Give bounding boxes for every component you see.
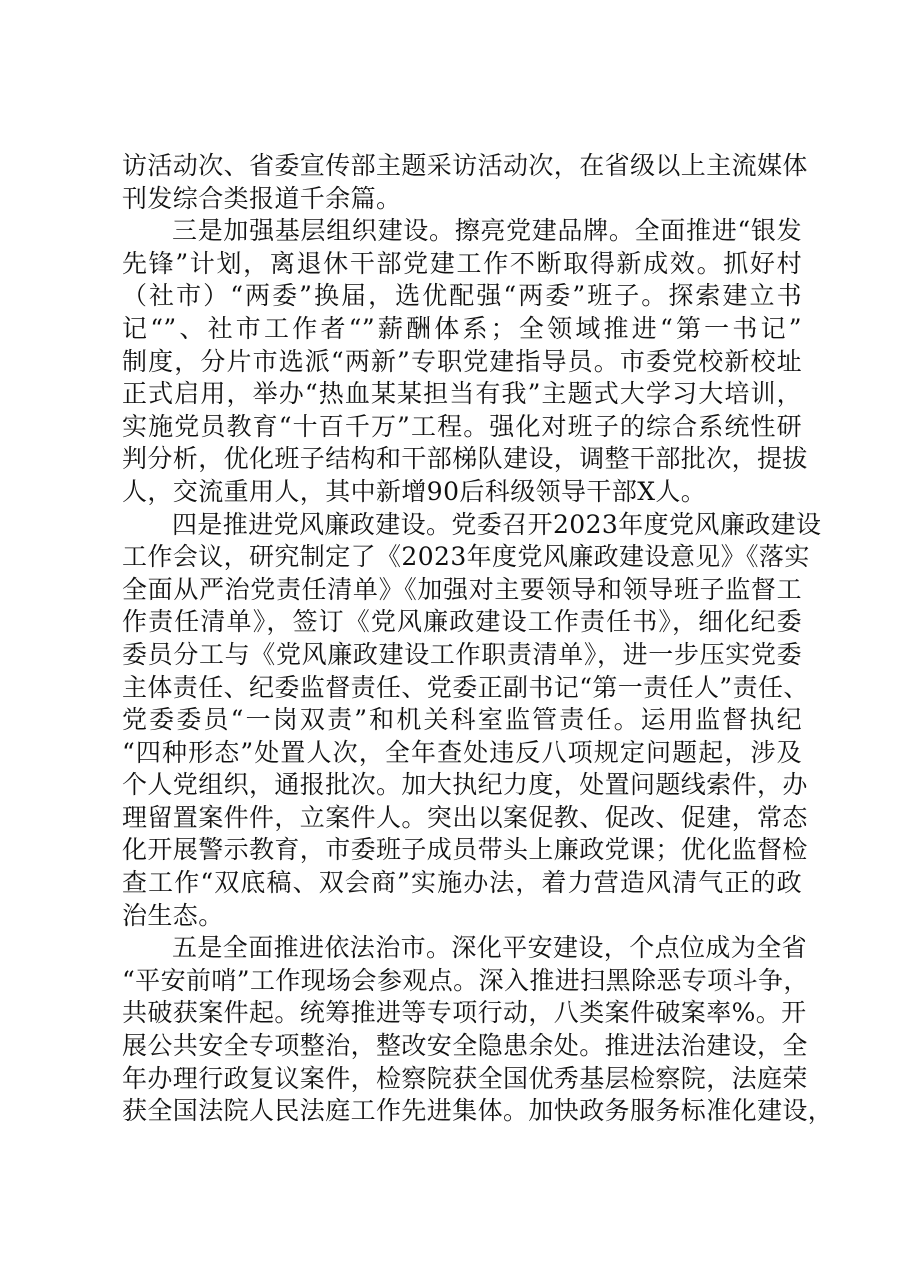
text-line: 实施党员教育“十百千万”工程。强化对班子的综合系统性研 (122, 411, 802, 441)
text-line: 访活动次、省委宣传部主题采访活动次，在省级以上主流媒体 (122, 151, 808, 180)
document-body (122, 150, 834, 1128)
text-line: 党委委员“一岗双责”和机关科室监管责任。运用监督执纪 (122, 705, 802, 735)
text-line: 理留置案件件，立案件人。突出以案促教、促改、促建，常态 (122, 802, 808, 832)
text-line: 作责任清单》，签订《党风廉政建设工作责任书》，细化纪委 (122, 607, 802, 637)
text-line: 主体责任、纪委监督责任、党委正副书记“第一责任人”责任、 (122, 672, 809, 702)
text-line: 个人党组织，通报批次。加大执纪力度，处置问题线索件，办 (122, 770, 808, 800)
text-line: 正式启用，举办“热血某某担当有我”主题式大学习大培训， (122, 379, 802, 409)
text-line: “四种形态”处置人次，全年查处违反八项规定问题起，涉及 (122, 737, 802, 767)
text-line: 人，交流重用人，其中新增90后科级领导干部X人。 (122, 476, 707, 506)
paragraph-first-line: 五是全面推进依法治市。深化平安建设，个点位成为全省 (172, 933, 808, 963)
text-line: 化开展警示教育，市委班子成员带头上廉政党课；优化监督检 (122, 835, 808, 865)
text-line: “平安前哨”工作现场会参观点。深入推进扫黑除恶专项斗争， (122, 965, 809, 995)
paragraph-first-line: 四是推进党风廉政建设。党委召开2023年度党风廉政建设 (172, 509, 822, 539)
text-line: 展公共安全专项整治，整改安全隐患余处。推进法治建设，全 (122, 1031, 808, 1061)
text-line: 判分析，优化班子结构和干部梯队建设，调整干部批次，提拔 (122, 444, 808, 474)
text-line: 制度，分片市选派“两新”专职党建指导员。市委党校新校址 (122, 346, 802, 376)
text-line: 治生态。 (122, 900, 224, 930)
text-line: 工作会议，研究制定了《2023年度党风廉政建设意见》《落实 (122, 542, 810, 572)
text-line: 共破获案件起。统筹推进等专项行动，八类案件破案率%。开 (122, 998, 807, 1028)
text-line: 刊发综合类报道千余篇。 (122, 183, 402, 213)
text-line: 获全国法院人民法庭工作先进集体。加快政务服务标准化建设， (122, 1096, 834, 1126)
text-line: （社市）“两委”换届，选优配强“两委”班子。探索建立书 (122, 281, 802, 311)
text-line: 先锋”计划，离退休干部党建工作不断取得新成效。抓好村 (122, 248, 802, 278)
text-line: 委员分工与《党风廉政建设工作职责清单》，进一步压实党委 (122, 639, 802, 669)
text-line: 全面从严治党责任清单》《加强对主要领导和领导班子监督工 (122, 574, 802, 604)
text-line: 查工作“双底稿、双会商”实施办法，着力营造风清气正的政 (122, 868, 802, 898)
text-line: 记“”、社市工作者“”薪酬体系；全领域推进“第一书记” (122, 313, 802, 343)
text-line: 年办理行政复议案件，检察院获全国优秀基层检察院，法庭荣 (122, 1063, 808, 1093)
paragraph-first-line: 三是加强基层组织建设。擦亮党建品牌。全面推进“银发 (172, 216, 802, 246)
